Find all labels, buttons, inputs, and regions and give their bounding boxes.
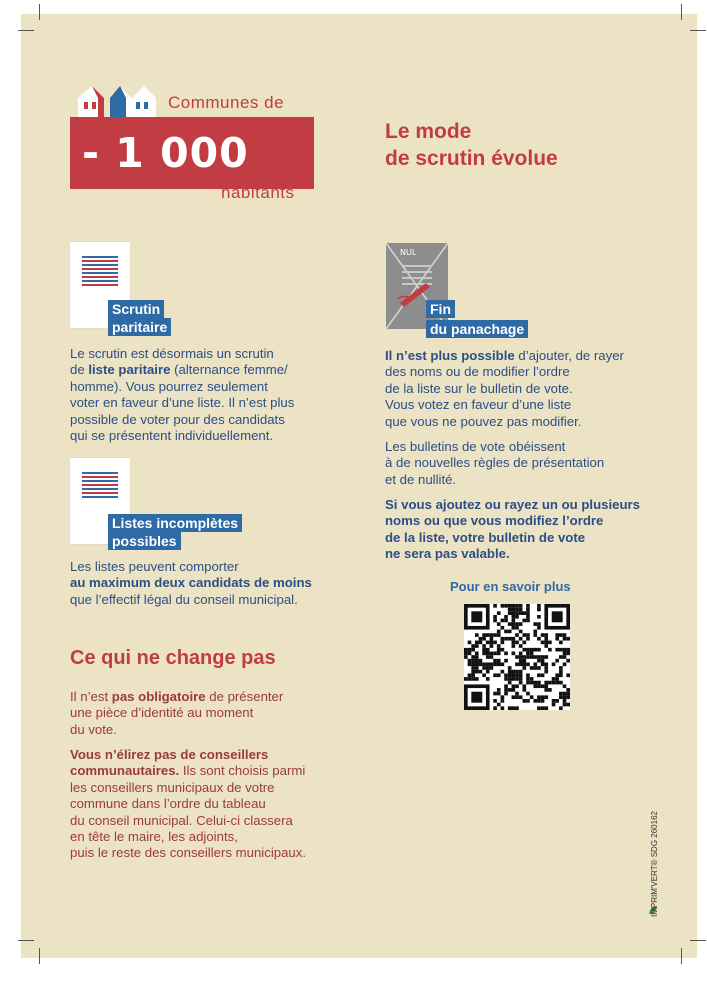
section-title-unchanged: Ce qui ne change pas bbox=[70, 647, 276, 669]
listes-incompletes-text: Les listes peuvent comporter au maximum deux candidats de moins que l’effectif légal du conseil municipal. bbox=[70, 559, 312, 607]
warning-paragraph: Si vous ajoutez ou rayez un ou plusieurs noms ou que vous modifiez l’ordre de la liste, votre bulletin de vote ne sera pas valable. bbox=[385, 497, 641, 562]
crop-mark bbox=[39, 4, 40, 20]
tag-possibles: possibles bbox=[108, 532, 181, 550]
crop-mark bbox=[690, 30, 706, 31]
population-threshold: - 1 000 bbox=[82, 129, 249, 177]
tag-listes-incompletes: Listes incomplètes bbox=[108, 514, 242, 532]
title-line-2: de scrutin évolue bbox=[385, 147, 558, 170]
identity-paragraph: Il n’est pas obligatoire de présenter une pièce d’identité au moment du vote. bbox=[70, 689, 284, 737]
panachage-paragraph: Il n’est plus possible d’ajouter, de rayer des noms ou de modifier l’ordre de la liste sur le bulletin de vote. Vous votez en faveur d’une liste que vous ne pouvez pas modifier. bbox=[385, 348, 624, 429]
crop-mark bbox=[18, 940, 34, 941]
tag-paritaire: paritaire bbox=[108, 318, 171, 336]
conseillers-paragraph: Vous n’élirez pas de conseillers communautaires. Ils sont choisis parmi les conseillers municipaux de votre commune dans l’ordre du tableau du conseil municipal. Celui-ci classera en tête le maire, les adjoints, puis le reste des conseillers municipaux. bbox=[70, 747, 307, 861]
habitants-label: habitants bbox=[221, 183, 295, 202]
tag-du-panachage: du panachage bbox=[426, 320, 528, 338]
qr-code[interactable] bbox=[464, 604, 570, 710]
tag-scrutin: Scrutin bbox=[108, 300, 164, 318]
crop-mark bbox=[18, 30, 34, 31]
title-line-1: Le mode bbox=[385, 120, 472, 143]
tag-fin: Fin bbox=[426, 300, 455, 318]
crop-mark bbox=[681, 948, 682, 964]
crop-mark bbox=[681, 4, 682, 20]
communes-de-label: Communes de bbox=[168, 93, 285, 112]
crop-mark bbox=[39, 948, 40, 964]
svg-text:NUL: NUL bbox=[400, 248, 417, 257]
page-title bbox=[385, 118, 558, 172]
crop-mark bbox=[690, 940, 706, 941]
bulletins-paragraph: Les bulletins de vote obéissent à de nouvelles règles de présentation et de nullité. bbox=[385, 439, 605, 487]
learn-more-label: Pour en savoir plus bbox=[450, 579, 571, 594]
scrutin-paritaire-text: Le scrutin est désormais un scrutin de liste paritaire (alternance femme/ homme). Vous pourrez seulement voter en faveur d’une liste. Il n’est plus possible de voter pour des candidats qui se présentent individuellement. bbox=[70, 346, 295, 444]
printer-credit: IMPRIM'VERT® SDG 260162 bbox=[650, 811, 659, 917]
